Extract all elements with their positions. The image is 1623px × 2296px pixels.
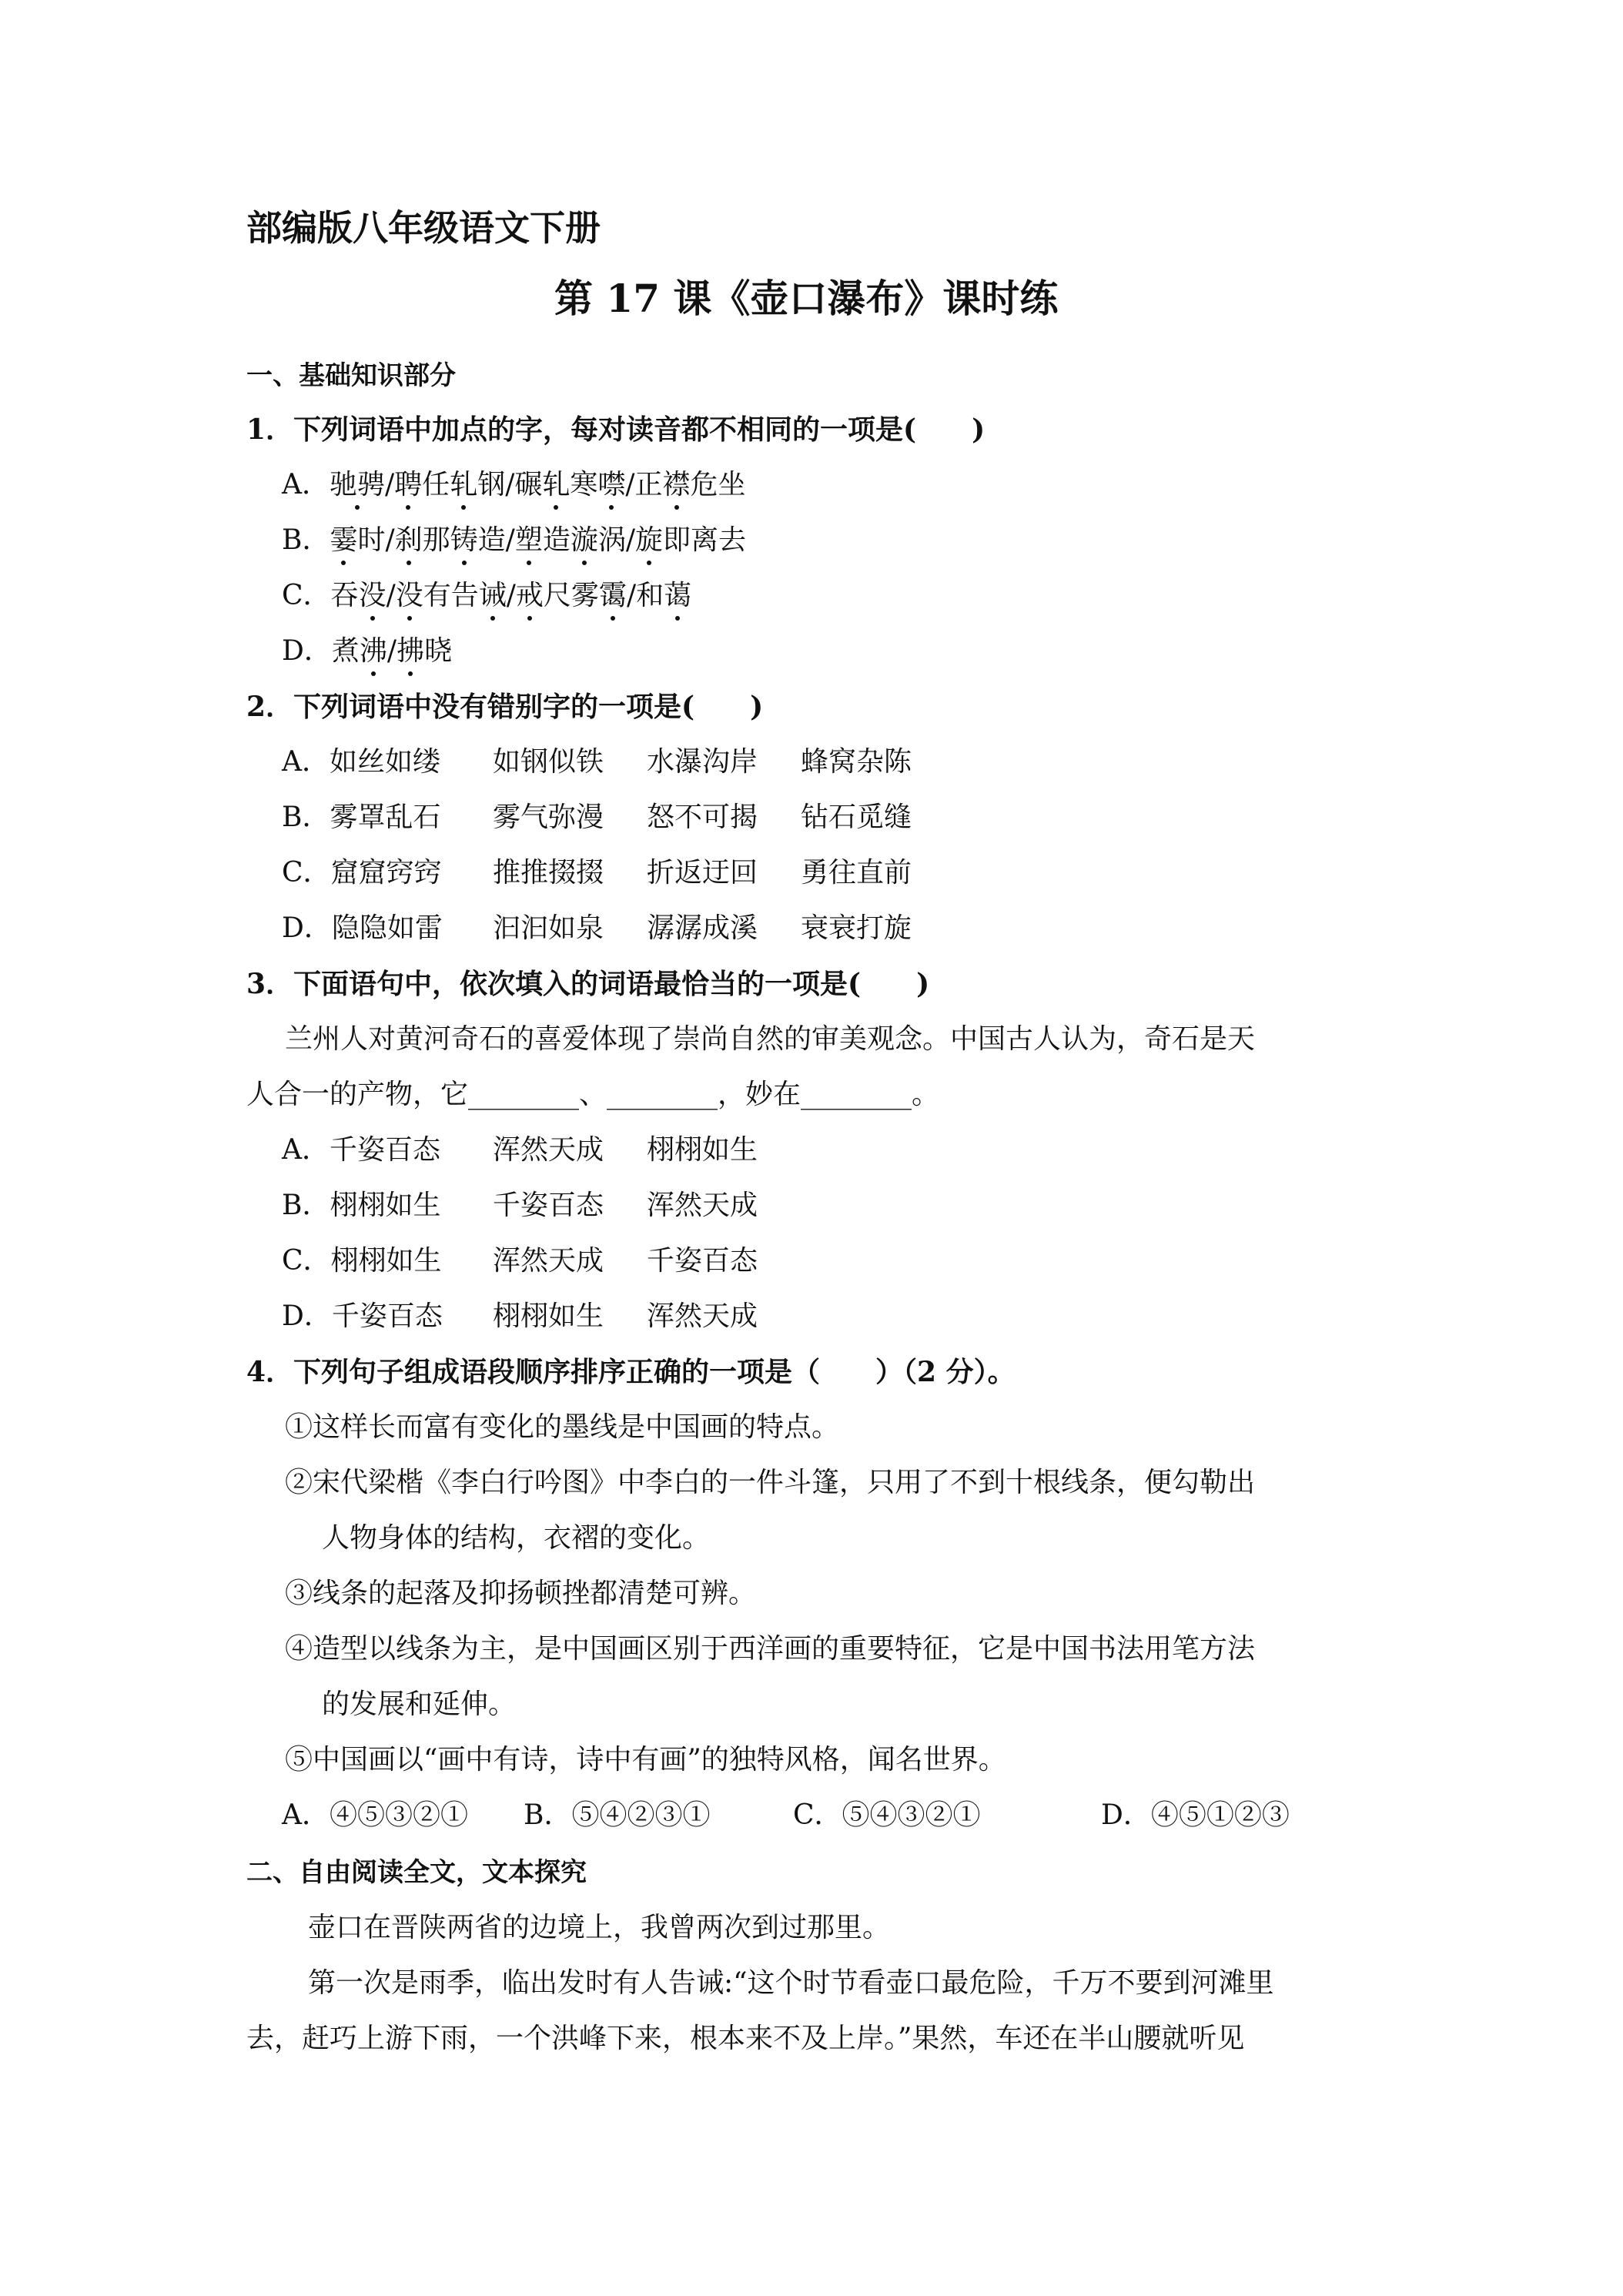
q1-b-text: 时/ [357,524,395,556]
section-1-heading: 一、基础知识部分 [246,360,456,391]
q1-option-a [282,468,746,502]
q1-b-dotted-char: 漩 [570,524,598,556]
q1-d-dotted-char: 拂 [397,635,425,667]
q1-a-text: /正 [625,469,663,500]
q1-c-dotted-char: 没 [358,580,387,611]
q1-d-label: D． [282,635,332,667]
q2-option-c-word-2: 推推掇掇 [493,857,604,889]
q1-b-text: 造/ [477,524,515,556]
q1-d-text: 晓 [424,635,453,667]
reading-paragraph-2-line-2: 去，赶巧上游下雨，一个洪峰下来，根本来不及上岸。”果然，车还在半山腰就听见 [246,2023,1245,2054]
q1-a-dotted-char: 驰骋 [330,469,386,500]
q1-option-c [282,579,691,613]
q1-c-text: / [506,580,516,611]
q4-sentence-1: ①这样长而富有变化的墨线是中国画的特点。 [285,1411,840,1443]
q2-option-b-word-1: B．雾罩乱石 [282,802,441,833]
q1-b-dotted-char: 霎 [330,524,358,556]
q3-option-b-word-3: 浑然天成 [647,1190,758,1221]
q1-a-dotted-char: 轧 [450,469,478,500]
question-3-stem: 3．下面语句中，依次填入的词语最恰当的一项是( ) [246,968,930,1000]
q3-option-b-word-2: 千姿百态 [493,1190,604,1221]
q2-option-a-word-1: A．如丝如缕 [282,746,440,778]
q1-b-text: 涡/ [597,524,635,556]
q1-d-text: 煮 [331,635,360,667]
q2-option-a-word-3: 水瀑沟岸 [647,746,758,778]
q2-option-d-word-2: 汩汩如泉 [493,912,604,944]
q1-a-text: / [385,469,395,500]
q1-a-label: A． [282,469,330,500]
q1-b-text: 即离去 [663,524,747,556]
section-2-heading: 二、自由阅读全文，文本探究 [246,1857,587,1888]
q3-option-d-word-1: D．千姿百态 [282,1300,443,1332]
question-2-stem: 2．下列词语中没有错别字的一项是( ) [246,691,764,723]
q1-a-dotted-char: 襟 [662,469,691,500]
q2-option-a-word-4: 蜂窝杂陈 [801,746,912,778]
q1-b-dotted-char: 铸 [450,524,478,556]
q1-c-text: /和 [626,580,664,611]
q1-c-text: 吞 [330,580,359,611]
q1-option-d [282,634,452,668]
q1-d-dotted-char: 沸 [359,635,387,667]
q2-option-d-word-4: 衰衰打旋 [801,912,912,944]
q1-c-dotted-char: 诫 [478,580,507,611]
page-header: 部编版八年级语文下册 [246,207,601,249]
q2-option-d-word-1: D．隐隐如雷 [282,912,443,944]
page-title: 第 17 课《壶口瀑布》课时练 [554,276,1059,321]
q1-c-text: 有告 [423,580,479,611]
q3-option-a-word-2: 浑然天成 [493,1134,604,1166]
q2-option-b-word-3: 怒不可揭 [647,802,758,833]
q3-option-c-word-3: 千姿百态 [647,1245,758,1277]
q2-option-b-word-2: 雾气弥漫 [493,802,604,833]
q1-a-text: 危坐 [690,469,746,500]
q4-sentence-2-line-1: ②宋代梁楷《李白行吟图》中李白的一件斗篷，只用了不到十根线条，便勾勒出 [285,1467,1256,1498]
q1-a-dotted-char: 聘 [394,469,423,500]
q1-c-text: 尺雾 [543,580,599,611]
q3-option-d-word-2: 栩栩如生 [493,1300,604,1332]
q2-option-b-word-4: 钻石觅缝 [801,802,912,833]
q1-option-b [282,524,746,557]
q1-b-dotted-char: 塑 [514,524,543,556]
q1-c-dotted-char: 戒 [515,580,544,611]
q1-a-dotted-char: 轧 [542,469,571,500]
q1-a-text: 任 [422,469,450,500]
q1-c-dotted-char: 蔼 [664,580,692,611]
q3-option-a-word-1: A．千姿百态 [282,1134,440,1166]
q4-sentence-2-line-2: 人物身体的结构，衣褶的变化。 [322,1522,711,1554]
q1-b-text: 造 [542,524,571,556]
q2-option-d-word-3: 潺潺成溪 [647,912,758,944]
q1-b-dotted-char: 刹 [394,524,423,556]
q1-b-label: B． [282,524,330,556]
q4-sentence-4-line-1: ④造型以线条为主，是中国画区别于西洋画的重要特征，它是中国书法用笔方法 [285,1633,1256,1665]
q3-option-c-word-2: 浑然天成 [493,1245,604,1277]
q1-a-text: 寒 [570,469,598,500]
q2-option-c-word-3: 折返迂回 [647,857,758,889]
reading-paragraph-2-line-1: 第一次是雨季，临出发时有人告诫:“这个时节看壶口最危险，千万不要到河滩里 [308,1967,1274,1999]
q1-d-text: / [387,635,397,667]
q3-option-b-word-1: B．栩栩如生 [282,1190,441,1221]
q3-passage-line-2: 人合一的产物，它________、________，妙在________。 [246,1079,940,1110]
q1-a-text: 钢/碾 [477,469,543,500]
q4-sentence-4-line-2: 的发展和延伸。 [322,1689,517,1720]
q1-c-dotted-char: 霭 [598,580,627,611]
q2-option-c-word-4: 勇往直前 [801,857,912,889]
q4-option-a: A．④⑤③②① [282,1799,468,1831]
q2-option-a-word-2: 如钢似铁 [493,746,604,778]
q4-sentence-5: ⑤中国画以“画中有诗，诗中有画”的独特风格，闻名世界。 [285,1744,1006,1776]
q2-option-c-word-1: C．窟窟窍窍 [282,857,442,889]
q4-option-b: B．⑤④②③① [524,1799,711,1831]
q3-option-d-word-3: 浑然天成 [647,1300,758,1332]
reading-paragraph-1: 壶口在晋陕两省的边境上，我曾两次到过那里。 [308,1912,891,1943]
q3-option-a-word-3: 栩栩如生 [647,1134,758,1166]
q1-c-text: / [386,580,396,611]
q3-passage-line-1: 兰州人对黄河奇石的喜爱体现了崇尚自然的审美观念。中国古人认为，奇石是天 [285,1023,1256,1055]
q1-b-dotted-char: 旋 [635,524,664,556]
q4-sentence-3: ③线条的起落及抑扬顿挫都清楚可辨。 [285,1578,757,1609]
q1-c-label: C． [282,580,331,611]
q1-b-text: 那 [422,524,450,556]
question-4-stem: 4．下列句子组成语段顺序排序正确的一项是（ ）（2 分）。 [246,1356,1016,1388]
q3-option-c-word-1: C．栩栩如生 [282,1245,442,1277]
q4-option-c: C．⑤④③②① [793,1799,981,1831]
question-1-stem: 1．下列词语中加点的字，每对读音都不相同的一项是( ) [246,413,986,446]
q1-c-dotted-char: 没 [395,580,423,611]
q4-option-d: D．④⑤①②③ [1101,1799,1290,1831]
q1-a-dotted-char: 噤 [597,469,626,500]
